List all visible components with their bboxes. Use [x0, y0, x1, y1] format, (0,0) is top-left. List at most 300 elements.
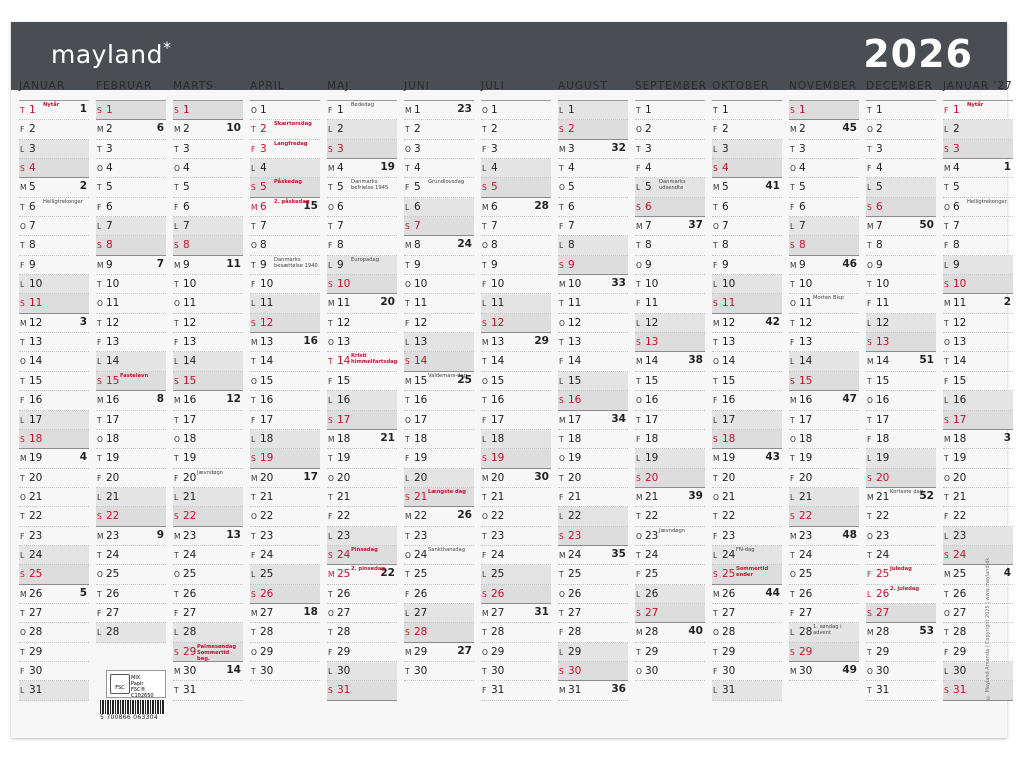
day-row	[558, 372, 628, 391]
day-number: 12	[183, 316, 197, 329]
day-row	[866, 623, 936, 642]
weekday-letter: L	[559, 376, 564, 386]
weekday-letter: L	[944, 396, 949, 406]
day-number: 22	[491, 510, 505, 523]
day-number: 9	[183, 258, 190, 271]
week-number: 8	[156, 393, 164, 406]
day-number: 3	[568, 142, 575, 155]
day-row	[250, 101, 320, 120]
day-number: 14	[183, 355, 197, 368]
day-number: 18	[953, 432, 967, 445]
weekday-letter: L	[790, 492, 795, 502]
weekday-letter: T	[328, 628, 333, 638]
day-row	[404, 565, 474, 584]
day-number: 20	[414, 471, 428, 484]
week-number: 21	[380, 431, 395, 444]
day-number: 21	[568, 490, 582, 503]
day-number: 4	[183, 162, 190, 175]
day-number: 13	[337, 336, 351, 349]
weekday-letter: L	[636, 183, 641, 193]
day-number: 22	[722, 510, 736, 523]
weekday-letter: O	[713, 222, 719, 232]
weekday-letter: T	[482, 531, 487, 541]
day-row	[481, 449, 551, 468]
day-row	[866, 275, 936, 294]
week-number: 11	[226, 257, 241, 270]
weekday-letter: S	[20, 570, 25, 580]
day-number: 18	[722, 432, 736, 445]
day-row	[943, 159, 1013, 178]
day-row	[96, 527, 166, 546]
day-row	[327, 178, 397, 197]
day-number: 9	[876, 258, 883, 271]
weekday-letter: T	[559, 473, 564, 483]
week-number: 25	[457, 373, 472, 386]
weekday-letter: T	[944, 492, 949, 502]
day-number: 12	[953, 316, 967, 329]
day-number: 11	[183, 297, 197, 310]
weekday-letter: L	[251, 434, 256, 444]
day-number: 1	[876, 104, 883, 116]
weekday-letter: L	[482, 570, 487, 580]
day-row	[327, 565, 397, 584]
weekday-letter: F	[944, 241, 949, 251]
day-number: 31	[876, 684, 890, 697]
day-row	[481, 681, 551, 700]
day-number: 13	[799, 336, 813, 349]
day-number: 10	[414, 278, 428, 291]
week-number: 37	[688, 219, 703, 232]
day-number: 1	[260, 104, 267, 116]
day-row	[250, 198, 320, 217]
weekday-letter: O	[944, 202, 950, 212]
day-row	[404, 469, 474, 488]
day-number: 9	[260, 258, 267, 271]
day-row	[327, 256, 397, 275]
day-number: 3	[953, 142, 960, 155]
day-row	[789, 662, 859, 681]
day-number: 25	[722, 568, 736, 581]
weekday-letter: O	[790, 434, 796, 444]
weekday-letter: T	[482, 628, 487, 638]
day-number: 6	[260, 200, 267, 213]
day-row	[250, 662, 320, 681]
day-row	[19, 565, 89, 584]
day-number: 24	[260, 548, 274, 561]
day-number: 10	[799, 278, 813, 291]
day-number: 24	[568, 548, 582, 561]
weekday-letter: L	[20, 415, 25, 425]
weekday-letter: M	[944, 299, 951, 309]
week-number: 4	[79, 451, 87, 464]
weekday-letter: T	[328, 222, 333, 232]
day-row	[404, 604, 474, 623]
day-number: 12	[568, 316, 582, 329]
day-number: 23	[260, 529, 274, 542]
weekday-letter: F	[790, 202, 795, 212]
day-number: 15	[722, 374, 736, 387]
weekday-letter: T	[944, 454, 949, 464]
day-number: 8	[183, 239, 190, 252]
day-number: 24	[953, 548, 967, 561]
day-row	[558, 178, 628, 197]
day-row	[481, 372, 551, 391]
weekday-letter: O	[405, 415, 411, 425]
week-number: 4	[1003, 567, 1011, 580]
weekday-letter: M	[636, 357, 643, 367]
day-number: 22	[29, 510, 43, 523]
day-number: 7	[645, 220, 652, 233]
weekday-letter: F	[405, 318, 410, 328]
day-number: 7	[29, 220, 36, 233]
weekday-letter: S	[713, 434, 718, 444]
weekday-letter: O	[20, 492, 26, 502]
day-number: 28	[414, 626, 428, 639]
month-name: AUGUST	[558, 78, 628, 101]
day-row	[19, 623, 89, 642]
weekday-letter: O	[867, 396, 873, 406]
day-number: 6	[645, 200, 652, 213]
day-row	[96, 314, 166, 333]
day-number: 10	[953, 278, 967, 291]
day-row	[635, 159, 705, 178]
day-row	[327, 140, 397, 159]
month-name: SEPTEMBER	[635, 78, 705, 101]
weekday-letter: L	[713, 144, 718, 154]
day-row	[558, 681, 628, 700]
day-row	[327, 604, 397, 623]
weekday-letter: T	[944, 222, 949, 232]
day-row	[481, 585, 551, 604]
day-number: 27	[183, 606, 197, 619]
day-number: 21	[106, 490, 120, 503]
day-row	[558, 507, 628, 526]
day-row	[943, 198, 1013, 217]
day-number: 22	[953, 510, 967, 523]
weekday-letter: O	[790, 570, 796, 580]
day-row	[404, 120, 474, 139]
weekday-letter: S	[20, 299, 25, 309]
weekday-letter: M	[97, 396, 104, 406]
day-number: 23	[183, 529, 197, 542]
day-row	[635, 662, 705, 681]
day-number: 12	[106, 316, 120, 329]
day-row	[19, 120, 89, 139]
day-number: 6	[414, 200, 421, 213]
weekday-letter: L	[944, 125, 949, 135]
weekday-letter: F	[482, 415, 487, 425]
weekday-letter: L	[328, 260, 333, 270]
weekday-letter: F	[713, 531, 718, 541]
weekday-letter: F	[559, 222, 564, 232]
day-row	[481, 294, 551, 313]
day-number: 31	[337, 684, 351, 697]
day-number: 21	[645, 490, 659, 503]
day-number: 21	[29, 490, 43, 503]
weekday-letter: S	[944, 550, 949, 560]
day-row	[712, 178, 782, 197]
day-row	[404, 101, 474, 120]
week-number: 39	[688, 489, 703, 502]
weekday-letter: F	[174, 338, 179, 348]
weekday-letter: M	[944, 164, 951, 174]
week-number: 43	[765, 451, 780, 464]
weekday-letter: T	[867, 144, 872, 154]
weekday-letter: M	[559, 280, 566, 290]
weekday-letter: L	[867, 183, 872, 193]
day-row	[866, 546, 936, 565]
day-number: 27	[29, 606, 43, 619]
weekday-letter: T	[174, 144, 179, 154]
weekday-letter: F	[482, 144, 487, 154]
day-number: 16	[183, 394, 197, 407]
day-number: 4	[953, 162, 960, 175]
day-number: 24	[183, 548, 197, 561]
weekday-letter: T	[636, 144, 641, 154]
day-number: 13	[414, 336, 428, 349]
day-row	[943, 469, 1013, 488]
day-row	[789, 430, 859, 449]
day-number: 11	[491, 297, 505, 310]
barcode-number: 5 700866 063304	[100, 714, 166, 721]
weekday-letter: O	[251, 376, 257, 386]
weekday-letter: T	[867, 376, 872, 386]
day-number: 1	[491, 104, 498, 116]
weekday-letter: L	[405, 338, 410, 348]
day-number: 26	[953, 587, 967, 600]
day-row	[19, 140, 89, 159]
day-row	[712, 565, 782, 584]
weekday-letter: T	[790, 415, 795, 425]
day-note: Længste dag	[428, 488, 466, 495]
weekday-letter: L	[713, 550, 718, 560]
day-number: 19	[260, 452, 274, 465]
weekday-letter: T	[328, 492, 333, 502]
weekday-letter: M	[790, 666, 797, 676]
day-number: 2	[491, 123, 498, 136]
day-row	[481, 101, 551, 120]
week-number: 1	[1003, 161, 1011, 174]
day-number: 1	[337, 104, 344, 116]
day-row	[404, 411, 474, 430]
day-number: 26	[183, 587, 197, 600]
day-number: 24	[876, 548, 890, 561]
weekday-letter: T	[251, 531, 256, 541]
day-number: 26	[568, 587, 582, 600]
weekday-letter: S	[97, 106, 102, 115]
day-row	[789, 294, 859, 313]
day-note: Grundlovsdag	[428, 179, 465, 186]
day-row	[712, 372, 782, 391]
day-number: 4	[799, 162, 806, 175]
day-row	[789, 159, 859, 178]
day-number: 24	[645, 548, 659, 561]
weekday-letter: F	[328, 241, 333, 251]
day-number: 3	[799, 142, 806, 155]
day-note: Morten Bisp	[813, 295, 844, 302]
day-row	[481, 391, 551, 410]
weekday-letter: O	[328, 338, 334, 348]
weekday-letter: T	[251, 628, 256, 638]
week-number: 38	[688, 354, 703, 367]
weekday-letter: F	[944, 647, 949, 657]
weekday-letter: O	[944, 608, 950, 618]
day-number: 19	[337, 452, 351, 465]
day-row	[943, 256, 1013, 275]
weekday-letter: S	[174, 512, 179, 522]
day-number: 24	[337, 548, 351, 561]
day-row	[481, 488, 551, 507]
day-number: 14	[29, 355, 43, 368]
week-number: 36	[611, 683, 626, 696]
day-number: 17	[645, 413, 659, 426]
day-note: Europadag	[351, 256, 379, 263]
day-row	[250, 623, 320, 642]
weekday-letter: T	[174, 183, 179, 193]
day-row	[712, 198, 782, 217]
day-row	[481, 546, 551, 565]
day-row	[327, 662, 397, 681]
weekday-letter: L	[636, 454, 641, 464]
brand-star: *	[162, 38, 172, 57]
day-row	[635, 178, 705, 197]
day-number: 22	[337, 510, 351, 523]
day-number: 11	[876, 297, 890, 310]
day-number: 14	[337, 355, 351, 368]
weekday-letter: T	[405, 164, 410, 174]
day-number: 11	[568, 297, 582, 310]
day-row	[866, 469, 936, 488]
weekday-letter: T	[405, 396, 410, 406]
weekday-letter: L	[405, 473, 410, 483]
weekday-letter: T	[328, 318, 333, 328]
day-number: 28	[953, 626, 967, 639]
day-number: 20	[568, 471, 582, 484]
day-number: 23	[645, 529, 659, 542]
day-row	[866, 236, 936, 255]
day-row	[943, 294, 1013, 313]
day-number: 16	[799, 394, 813, 407]
day-row	[404, 198, 474, 217]
weekday-letter: O	[482, 647, 488, 657]
weekday-letter: S	[20, 434, 25, 444]
day-number: 3	[876, 142, 883, 155]
day-row	[96, 546, 166, 565]
day-number: 17	[337, 413, 351, 426]
day-row	[712, 101, 782, 120]
weekday-letter: L	[328, 531, 333, 541]
weekday-letter: T	[790, 183, 795, 193]
day-number: 6	[106, 200, 113, 213]
day-row	[404, 372, 474, 391]
day-number: 16	[876, 394, 890, 407]
day-row	[789, 217, 859, 236]
day-row	[943, 681, 1013, 700]
weekday-letter: T	[482, 260, 487, 270]
day-row	[327, 372, 397, 391]
weekday-letter: M	[713, 589, 720, 599]
day-number: 17	[414, 413, 428, 426]
day-row	[481, 662, 551, 681]
day-row	[19, 643, 89, 662]
day-number: 12	[29, 316, 43, 329]
day-number: 2	[106, 123, 113, 136]
day-number: 15	[645, 374, 659, 387]
day-row	[173, 101, 243, 120]
day-row	[19, 333, 89, 352]
weekday-letter: L	[97, 222, 102, 232]
day-row	[250, 352, 320, 371]
day-number: 14	[645, 355, 659, 368]
day-number: 4	[260, 162, 267, 175]
day-number: 5	[260, 181, 267, 194]
brand-name: mayland	[51, 40, 163, 69]
day-row	[96, 469, 166, 488]
weekday-letter: S	[97, 241, 102, 251]
day-number: 14	[799, 355, 813, 368]
weekday-letter: T	[559, 299, 564, 309]
day-row	[635, 101, 705, 120]
day-row	[558, 527, 628, 546]
day-row	[712, 275, 782, 294]
week-number: 30	[534, 470, 549, 483]
day-number: 6	[953, 200, 960, 213]
day-row	[558, 565, 628, 584]
day-number: 21	[953, 490, 967, 503]
day-note: 2. pinsedag	[351, 566, 386, 573]
day-number: 18	[876, 432, 890, 445]
day-row	[96, 372, 166, 391]
weekday-letter: T	[97, 318, 102, 328]
day-number: 8	[645, 239, 652, 252]
weekday-letter: S	[97, 376, 102, 386]
day-row	[327, 294, 397, 313]
day-number: 29	[876, 645, 890, 658]
day-row	[404, 178, 474, 197]
day-number: 22	[183, 510, 197, 523]
day-number: 14	[876, 355, 890, 368]
brand-logo	[51, 40, 171, 69]
weekday-letter: T	[944, 357, 949, 367]
weekday-letter: O	[328, 608, 334, 618]
day-number: 25	[876, 568, 890, 581]
day-row	[481, 565, 551, 584]
weekday-letter: F	[636, 434, 641, 444]
day-row	[866, 101, 936, 120]
weekday-letter: M	[790, 125, 797, 135]
weekday-letter: S	[944, 280, 949, 290]
day-number: 5	[337, 181, 344, 194]
weekday-letter: F	[97, 608, 102, 618]
day-row	[635, 198, 705, 217]
day-number: 20	[106, 471, 120, 484]
day-row	[19, 507, 89, 526]
day-row	[96, 565, 166, 584]
weekday-letter: F	[174, 608, 179, 618]
day-number: 31	[491, 684, 505, 697]
day-row	[943, 101, 1013, 120]
day-number: 16	[414, 394, 428, 407]
weekday-letter: T	[97, 454, 102, 464]
day-row	[866, 507, 936, 526]
day-number: 8	[260, 239, 267, 252]
day-row	[943, 507, 1013, 526]
weekday-letter: M	[482, 473, 489, 483]
weekday-letter: F	[482, 280, 487, 290]
day-row	[19, 681, 89, 700]
weekday-letter: M	[405, 241, 412, 251]
day-number: 13	[183, 336, 197, 349]
